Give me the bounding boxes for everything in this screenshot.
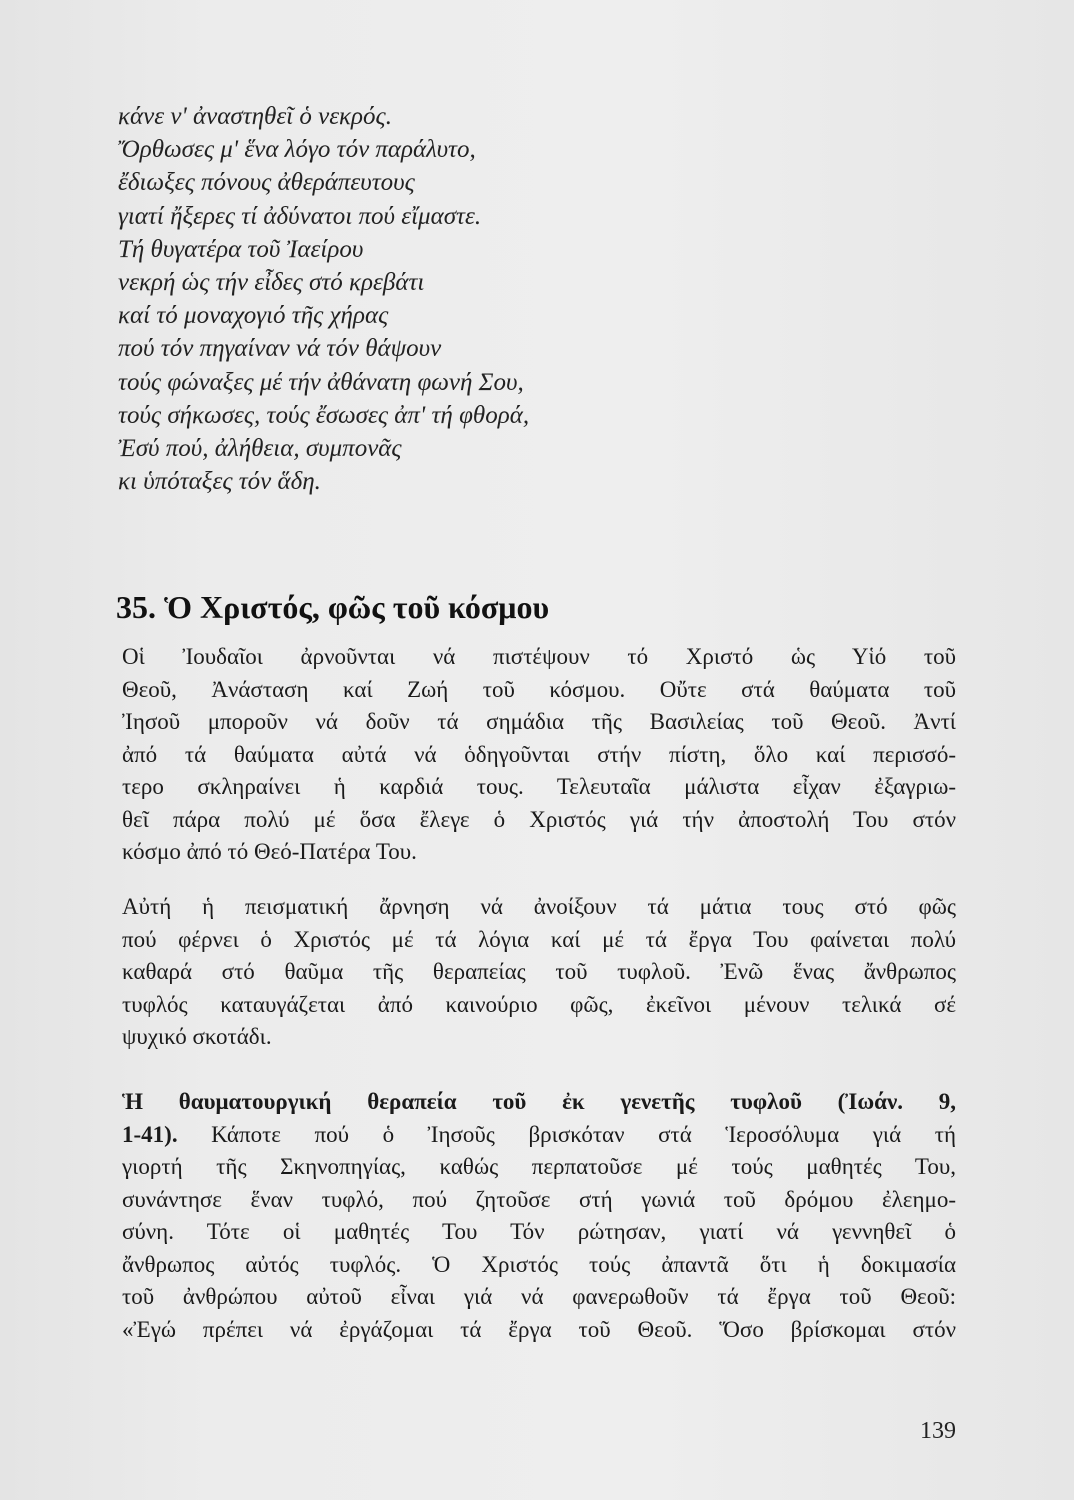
poem-line: τούς σήκωσες, τούς ἔσωσες ἀπ' τή φθορά, (118, 401, 530, 429)
poem-line: Ἐσύ πού, ἀλήθεια, συμπονᾶς (118, 435, 402, 463)
poem-line: καί τό μοναχογιό τῆς χήρας (118, 302, 389, 330)
text-line (122, 1119, 956, 1152)
poem-line: ἔδιωξες πόνους ἀθεράπευτους (118, 169, 415, 197)
text-line: ἄνθρωπος αὐτός τυφλός. Ὁ Χριστός τούς ἀπαντᾶ ὅτι ἡ δοκιμασία (122, 1251, 956, 1277)
text-line: γιορτή τῆς Σκηνοπηγίας, καθώς περπατοῦσε μέ τούς μαθητές Του, (122, 1154, 956, 1179)
text-line: Οἱ Ἰουδαῖοι ἀρνοῦνται νά πιστέψουν τό Χριστό ὡς Υἱό τοῦ (122, 644, 956, 669)
paragraph-1 (122, 641, 956, 869)
poem-line: γιατί ἤξερες τί ἀδύνατοι πού εἴμαστε. (118, 202, 482, 230)
section-heading: 35. Ὁ Χριστός, φῶς τοῦ κόσμου (116, 589, 550, 625)
poem-block (118, 100, 718, 498)
poem-line: τούς φώναξες μέ τήν ἀθάνατη φωνή Σου, (118, 368, 524, 396)
paragraph-2 (122, 891, 956, 1054)
text-line: «Ἐγώ πρέπει νά ἐργάζομαι τά ἔργα τοῦ Θεοῦ. Ὅσο βρίσκομαι στόν (122, 1316, 956, 1342)
text-line: Αὐτή ἡ πεισματική ἄρνηση νά ἀνοίξουν τά μάτια τους στό φῶς (122, 894, 956, 919)
text-run: Κάποτε πού ὁ Ἰησοῦς βρισκόταν στά Ἱεροσόλυμα γιά τή (177, 1121, 956, 1147)
poem-line: Ὄρθωσες μ' ἕνα λόγο τόν παράλυτο, (118, 136, 476, 164)
poem-line: Τή θυγατέρα τοῦ Ἰαείρου (118, 235, 364, 263)
text-line: ψυχικό σκοτάδι. (122, 1024, 272, 1049)
subheading-bold: Ἡ θαυματουργική θεραπεία τοῦ ἐκ γενετῆς τυφλοῦ (Ἰωάν. 9, (122, 1089, 956, 1114)
text-line: συνάντησε ἕναν τυφλό, πού ζητοῦσε στή γωνιά τοῦ δρόμου ἐλεημο- (122, 1186, 956, 1212)
text-line: Ἰησοῦ μποροῦν νά δοῦν τά σημάδια τῆς Βασιλείας τοῦ Θεοῦ. Ἀντί (122, 709, 956, 734)
poem-line: νεκρή ὡς τήν εἶδες στό κρεβάτι (118, 269, 425, 297)
text-line: καθαρά στό θαῦμα τῆς θεραπείας τοῦ τυφλοῦ. Ἐνῶ ἕνας ἄνθρωπος (122, 959, 956, 984)
paragraph-3 (122, 1086, 956, 1346)
subheading-bold-ref: 1-41). (122, 1121, 178, 1147)
text-line: θεῖ πάρα πολύ μέ ὅσα ἔλεγε ὁ Χριστός γιά τήν ἀποστολή Του στόν (122, 806, 956, 832)
poem-line: κάνε ν' ἀναστηθεῖ ὁ νεκρός. (118, 103, 392, 130)
text-line: ἀπό τά θαύματα αὐτά νά ὁδηγοῦνται στήν πίστη, ὅλο καί περισσό- (122, 741, 956, 767)
poem-line: κι ὑπόταξες τόν ἅδη. (118, 468, 321, 496)
poem-line: πού τόν πηγαίναν νά τόν θάψουν (118, 335, 442, 363)
text-line: τοῦ ἀνθρώπου αὐτοῦ εἶναι γιά νά φανερωθοῦν τά ἔργα τοῦ Θεοῦ: (122, 1284, 956, 1309)
text-line: τερο σκληραίνει ἡ καρδιά τους. Τελευταῖα μάλιστα εἶχαν ἐξαγριω- (122, 774, 956, 799)
text-line: τυφλός καταυγάζεται ἀπό καινούριο φῶς, ἐκεῖνοι μένουν τελικά σέ (122, 991, 956, 1017)
text-line (122, 1086, 956, 1119)
text-line: κόσμο ἀπό τό Θεό-Πατέρα Του. (122, 839, 417, 864)
text-line: Θεοῦ, Ἀνάσταση καί Ζωή τοῦ κόσμου. Οὔτε στά θαύματα τοῦ (122, 676, 956, 702)
text-line: σύνη. Τότε οἱ μαθητές Του Τόν ρώτησαν, γιατί νά γεννηθεῖ ὁ (122, 1219, 956, 1244)
text-line: πού φέρνει ὁ Χριστός μέ τά λόγια καί μέ τά ἔργα Του φαίνεται πολύ (122, 926, 956, 952)
page-number: 139 (920, 1418, 956, 1444)
